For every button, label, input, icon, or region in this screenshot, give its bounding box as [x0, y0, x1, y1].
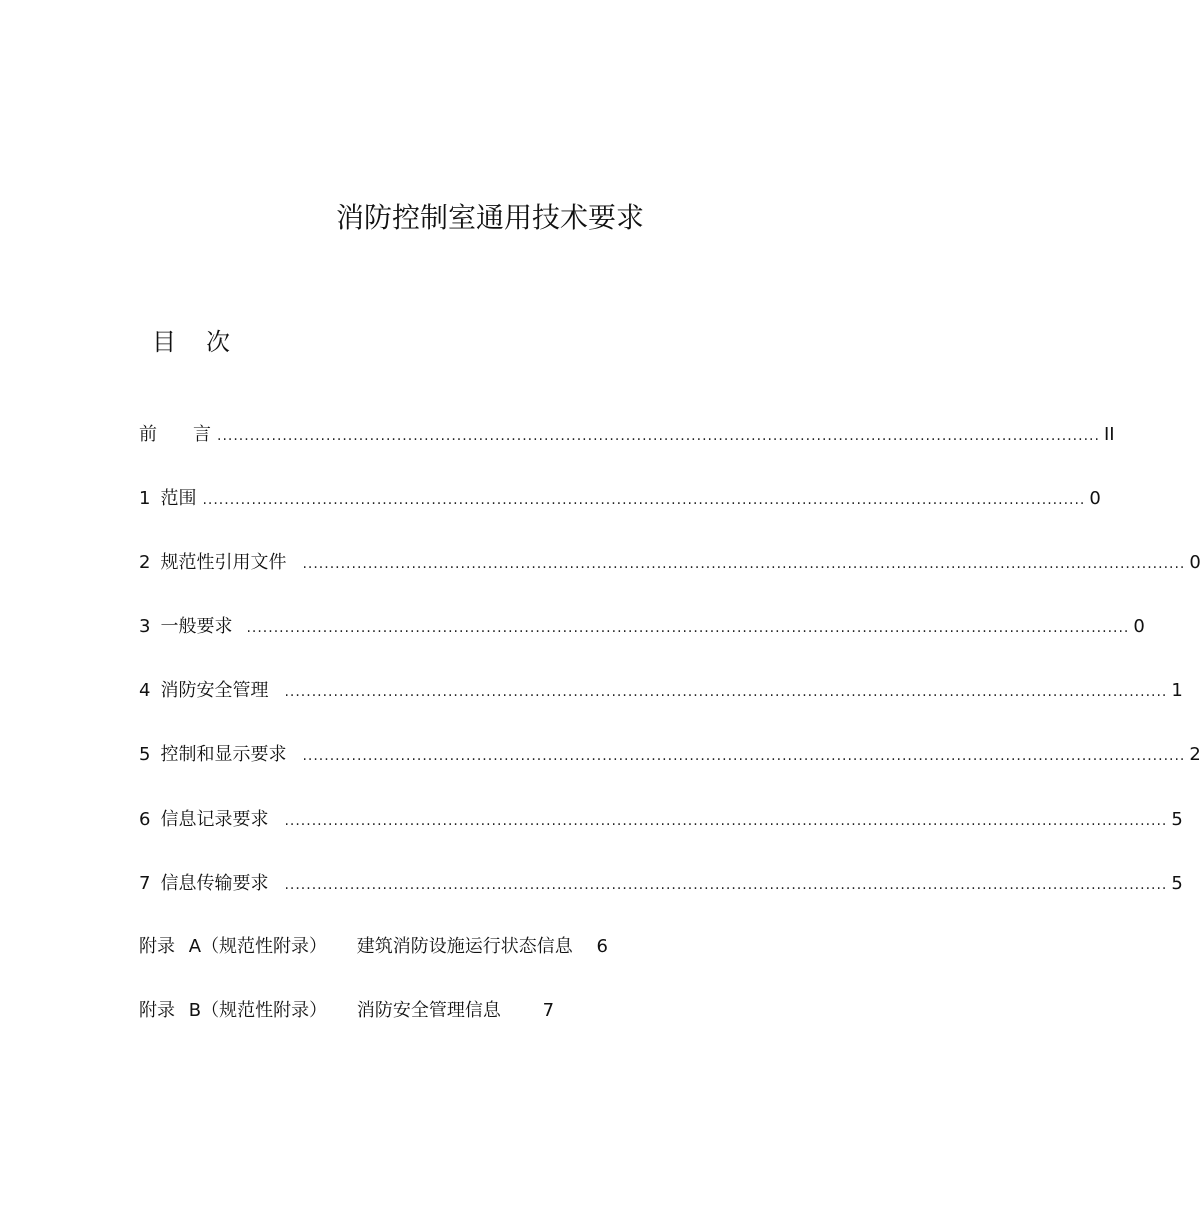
toc-leader-dots: .................................................................................................................................................................. — [284, 813, 1168, 829]
appendix-prefix: 附录 — [139, 936, 175, 957]
toc-entry-label: 一般要求 — [160, 616, 233, 637]
document-title: 消防控制室通用技术要求 — [335, 201, 644, 234]
toc-heading-char-1: 目 — [152, 328, 176, 356]
toc-leader-dots: .................................................................................................................................................................. — [302, 556, 1186, 572]
toc-entry-page: 0 — [1089, 488, 1101, 509]
appendix-title: 消防安全管理信息 — [356, 1000, 501, 1021]
toc-heading-char-2: 次 — [206, 328, 230, 356]
toc-entry-number: 3 — [139, 616, 151, 637]
toc-entry-label: 信息传输要求 — [160, 873, 269, 894]
toc-heading — [152, 322, 230, 357]
toc-leader-dots: .................................................................................................................................................................. — [284, 877, 1168, 893]
toc-appendix-a[interactable] — [139, 932, 608, 958]
toc-entry-page: 0 — [1189, 552, 1201, 573]
toc-entry-number: 4 — [139, 680, 151, 701]
toc-appendix-b[interactable] — [139, 996, 554, 1022]
toc-entry-page: 1 — [1171, 680, 1183, 701]
appendix-letter: B — [188, 1000, 202, 1021]
toc-entry-7[interactable] — [139, 869, 1183, 895]
toc-entry-preface[interactable] — [139, 420, 1115, 446]
toc-entry-page: II — [1103, 424, 1115, 445]
appendix-page: 6 — [596, 936, 608, 957]
toc-entry-label: 消防安全管理 — [160, 680, 269, 701]
toc-leader-dots: .................................................................................................................................................................. — [217, 428, 1100, 444]
toc-leader-dots: .................................................................................................................................................................. — [202, 492, 1086, 508]
toc-entry-page: 0 — [1133, 616, 1145, 637]
toc-entry-6[interactable] — [139, 805, 1183, 831]
appendix-kind: （规范性附录） — [201, 1000, 328, 1021]
toc-entry-page: 5 — [1171, 873, 1183, 894]
toc-entry-label: 范围 — [160, 488, 197, 509]
appendix-letter: A — [188, 936, 202, 957]
toc-entry-number: 1 — [139, 488, 151, 509]
toc-entry-4[interactable] — [139, 676, 1183, 702]
toc-entry-label: 前 言 — [139, 424, 211, 445]
appendix-title: 建筑消防设施运行状态信息 — [356, 936, 573, 957]
toc-leader-dots: .................................................................................................................................................................. — [246, 620, 1130, 636]
toc-entry-page: 2 — [1189, 744, 1201, 765]
toc-leader-dots: .................................................................................................................................................................. — [284, 684, 1168, 700]
toc-entry-label: 控制和显示要求 — [160, 744, 287, 765]
toc-entry-number: 6 — [139, 809, 151, 830]
toc-entry-5[interactable] — [139, 740, 1201, 766]
toc-entry-number: 2 — [139, 552, 151, 573]
toc-entry-page: 5 — [1171, 809, 1183, 830]
toc-leader-dots: .................................................................................................................................................................. — [302, 748, 1186, 764]
toc-entry-label: 信息记录要求 — [160, 809, 269, 830]
toc-entry-2[interactable] — [139, 548, 1201, 574]
toc-entry-number: 7 — [139, 873, 151, 894]
appendix-prefix: 附录 — [139, 1000, 175, 1021]
toc-entry-1[interactable] — [139, 484, 1101, 510]
appendix-kind: （规范性附录） — [201, 936, 328, 957]
toc-entry-label: 规范性引用文件 — [160, 552, 287, 573]
toc-entry-number: 5 — [139, 744, 151, 765]
toc-entry-3[interactable] — [139, 612, 1145, 638]
appendix-page: 7 — [542, 1000, 555, 1021]
